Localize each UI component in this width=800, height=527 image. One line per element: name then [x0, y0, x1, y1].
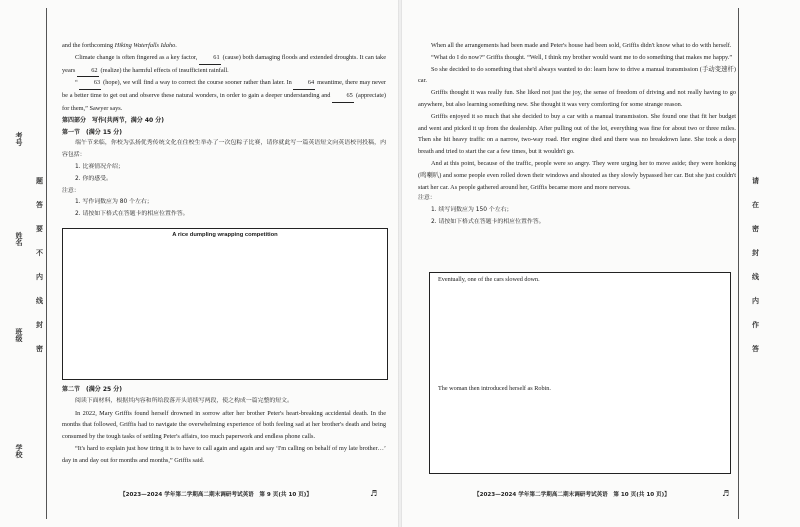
blank-61: 61 — [199, 52, 221, 65]
right-binding-line — [738, 8, 739, 519]
right-text-column — [418, 40, 736, 229]
section-1-note: 1. 写作词数应为 80 个左右； — [75, 199, 153, 206]
continuation-note: 2. 请按如下格式在答题卡的相应位置作答。 — [431, 218, 545, 225]
seal-glyph: 内 — [752, 297, 759, 305]
section-1-note: 2. 请按如下格式在答题卡的相应位置作答。 — [75, 211, 189, 218]
story-paragraph: So she decided to do something that she'd always wanted to do: learn how to drive a manual transmission (手动变速杆) car. — [418, 65, 736, 85]
seal-glyph: 不 — [36, 249, 43, 257]
school-label: 学校 — [15, 444, 23, 458]
part-4-heading: 第四部分 写作(共两节，满分 40 分) — [62, 116, 165, 124]
story-paragraph: Griffis thought it was really fun. She liked not just the joy, the sense of freedom of driving and not really having to go anywhere, but also learning something new. She thought it was very comforting for some strange reason. — [418, 89, 736, 108]
story-paragraph-1: In 2022, Mary Griffis found herself drowned in sorrow after her brother Peter's heart-breaking accidental death. In the months that followed, Griffis had to navigate the overwhelming experience of both feeling sad at her brother's death and being consumed by the tough tasks of settling Peter's affairs, too much paperwork and endless phone calls. — [62, 409, 386, 441]
name-label: 姓名 — [15, 232, 23, 246]
seal-glyph: 作 — [752, 321, 759, 329]
grammar-paragraph-1: Climate change is often fingered as a key factor, 61 (cause) both damaging floods and extended droughts. It can take years 62 (realize) the harmful effects of insufficient rainfall. — [62, 52, 386, 78]
seal-glyph: 线 — [36, 297, 43, 305]
story-paragraph: And at this point, because of the traffic, people were so angry. They were urging her to move aside; they were honking (鸣喇叭) and some people even rolled down their windows and shouted as they slowly bypassed her car. But she just couldn't start her car. As people gathered around her, Griffis became more and more nervous. — [418, 159, 736, 191]
page-footer: 【2023—2024 学年第二学期高二期末调研考试英语 第 10 页(共 10 页)】 — [474, 492, 670, 498]
exam-number-label: 考号 — [15, 132, 23, 146]
section-2-prompt: 阅读下面材料，根据其内容和所给段落开头语续写两段，使之构成一篇完整的短文。 — [75, 397, 293, 404]
section-1-prompt: 端午节来临，你校为弘扬优秀传统文化在住校生举办了一次包粽子比赛，请你就此写一篇英语短文向英语校刊投稿，内容包括： — [62, 140, 386, 159]
paragraph-opener-1: Eventually, one of the cars slowed down. — [438, 276, 540, 283]
seal-glyph: 题 — [36, 177, 43, 185]
story-paragraph: “What do I do now?” Griffis thought. “Well, I think my brother would want me to do something that makes me happy.” — [431, 53, 733, 61]
seal-glyph: 要 — [36, 225, 43, 233]
page-footer: 【2023—2024 学年第二学期高二期末调研考试英语 第 9 页(共 10 页)】 — [120, 492, 312, 498]
continuation-note: 1. 续写词数应为 150 个左右； — [431, 207, 513, 214]
story-paragraph: Griffis enjoyed it so much that she decided to buy a car with a manual transmission. She found one that fit her budget and went and picked it up from the dealership. After pulling out of the lot, everything was fine for about two or three miles. Then she hit heavy traffic on a narrow, two-way road. Her engine died and there was no breakdown lane. She took a deep breath and tried to start the car a few times, but it wouldn't go. — [418, 112, 736, 156]
seal-glyph: 线 — [752, 273, 759, 281]
music-note-icon: ♬ — [370, 489, 378, 498]
answer-box-title: A rice dumpling wrapping competition — [172, 232, 278, 238]
seal-glyph: 答 — [36, 201, 43, 209]
left-text-column — [62, 40, 386, 221]
blank-64: 64 — [293, 77, 315, 90]
grammar-paragraph-2: “ 63 (hope), we will find a way to correct the course sooner rather than later. In 64 meantime, there may never be a better time to get out and observe these natural wonders, in order to gain a deeper understanding and 65 (appreciate) for them,” Sawyer says. — [62, 79, 387, 112]
book-title: Hiking Waterfalls Idaho — [114, 42, 176, 49]
section-1-item: 2. 你的感受。 — [75, 175, 112, 182]
music-note-icon: ♬ — [722, 489, 730, 498]
story-paragraph-2: “It's hard to explain just how tiring it is to have to call again and again and say ‘I'm calling on behalf of my late brother…’ day in and day out for months and months,” Griffis said. — [62, 444, 386, 464]
seal-glyph: 封 — [752, 249, 759, 257]
blank-62: 62 — [77, 65, 99, 78]
blank-65: 65 — [332, 90, 354, 103]
seal-glyph: 封 — [36, 321, 43, 329]
left-binding-line — [46, 8, 47, 519]
seal-glyph: 密 — [36, 345, 43, 353]
left-lower-text — [62, 384, 386, 467]
passage-top-line: and the forthcoming Hiking Waterfalls Idaho. — [62, 42, 177, 49]
section-1-heading: 第一节 (满分 15 分) — [62, 128, 123, 136]
seal-glyph: 内 — [36, 273, 43, 281]
section-1-item: 1. 比赛情况介绍； — [75, 163, 124, 170]
seal-glyph: 密 — [752, 225, 759, 233]
class-label: 班级 — [15, 328, 23, 342]
section-2-heading: 第二节 (满分 25 分) — [62, 386, 123, 393]
seal-glyph: 在 — [752, 201, 759, 209]
page-fold — [398, 0, 402, 527]
continuation-answer-box — [429, 272, 731, 474]
blank-63: 63 — [79, 77, 101, 90]
note-label: 注意： — [62, 187, 80, 194]
paragraph-opener-2: The woman then introduced herself as Robin. — [438, 385, 551, 392]
story-paragraph: When all the arrangements had been made and Peter's house had been sold, Griffis didn't know what to do with herself. — [431, 42, 732, 49]
seal-glyph: 请 — [752, 177, 759, 185]
writing-answer-box — [62, 228, 388, 380]
seal-glyph: 答 — [752, 345, 759, 353]
note-label: 注意： — [418, 195, 436, 202]
